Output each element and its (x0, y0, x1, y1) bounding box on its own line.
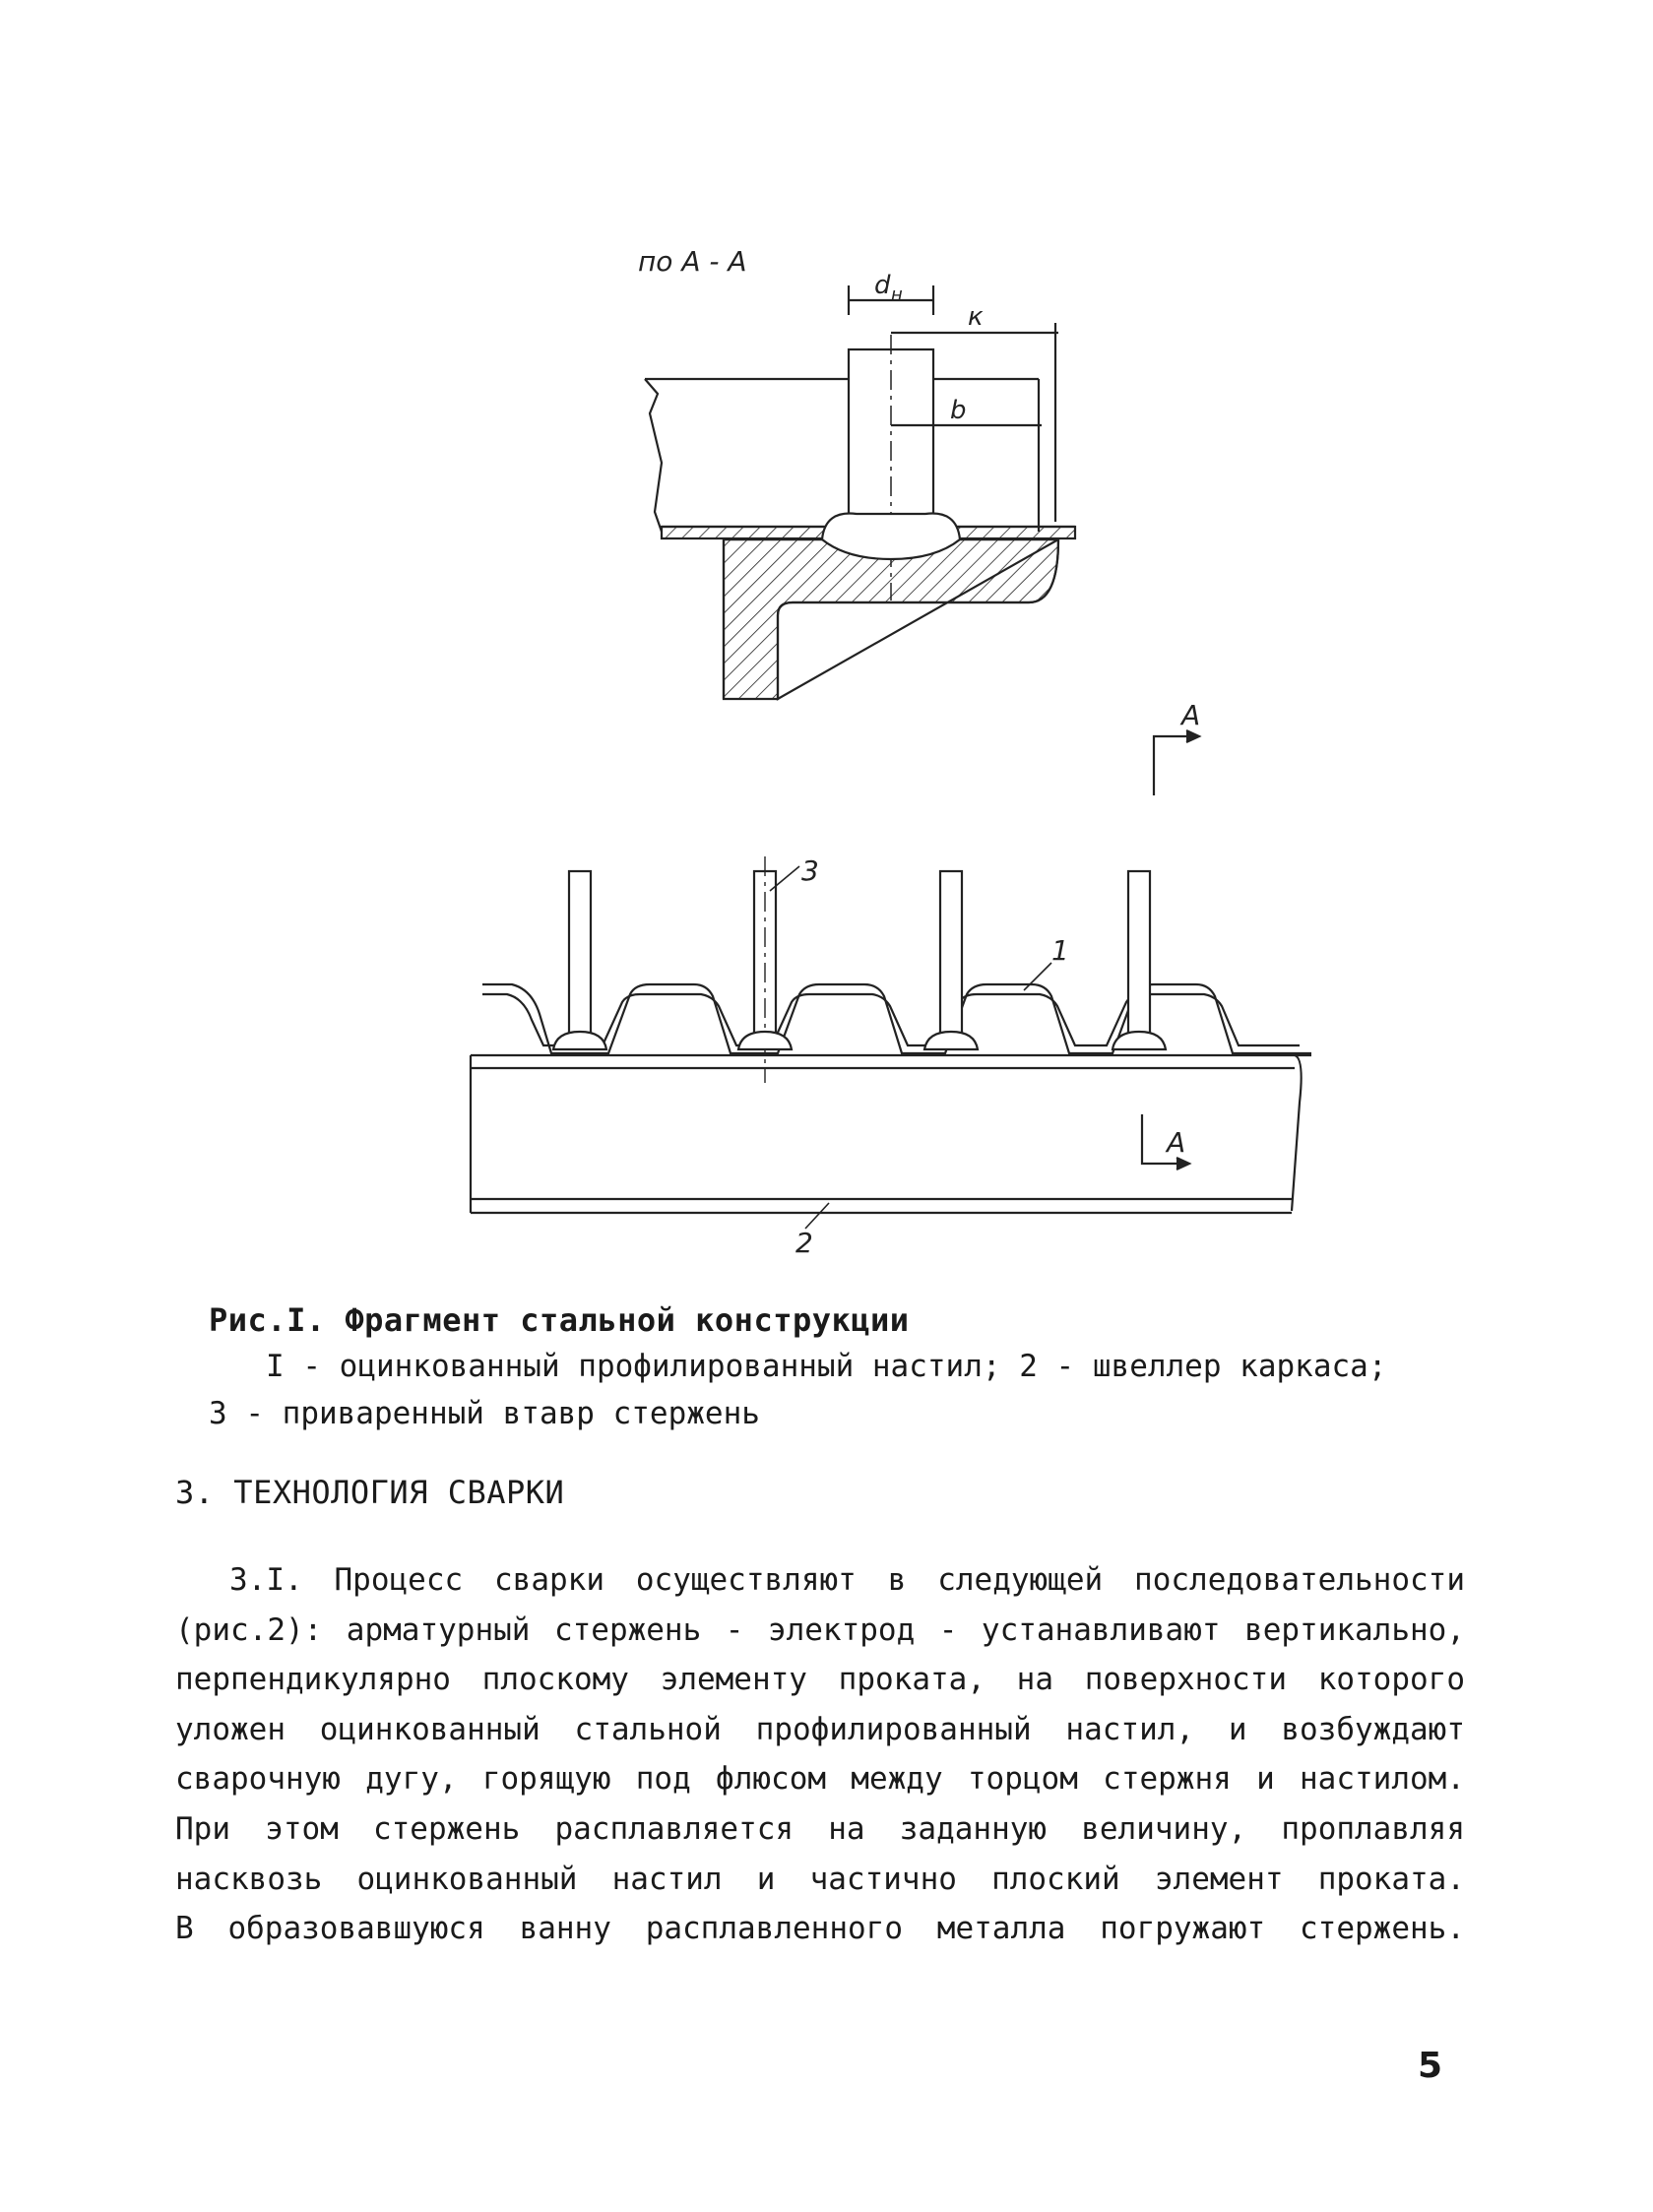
svg-text:А: А (1167, 1126, 1186, 1159)
figure-caption-title: Рис.I. Фрагмент стальной конструкции (209, 1301, 910, 1339)
section-heading: 3. ТЕХНОЛОГИЯ СВАРКИ (175, 1474, 565, 1511)
paragraph-line: (рис.2): арматурный стержень - электрод - устанавливают вертикально, (175, 1612, 1465, 1648)
svg-text:3: 3 (801, 854, 819, 887)
section-paragraph (175, 1555, 1465, 1954)
paragraph-line: перпендикулярно плоскому элементу проката, на поверхности которого (175, 1662, 1465, 1698)
paragraph-line: 3.I. Процесс сварки осуществляют в следующей последовательности (229, 1562, 1465, 1598)
profiled-decking (482, 984, 1311, 1053)
svg-text:к: к (968, 302, 984, 332)
page-number: 5 (1418, 2046, 1443, 2086)
svg-text:н: н (891, 284, 903, 305)
figure-caption-line-1: I - оцинкованный профилированный настил; 2 - швеллер каркаса; (266, 1349, 1387, 1384)
paragraph-line: При этом стержень расплавляется на заданную величину, проплавляя (175, 1810, 1465, 1847)
figure-caption-line-2: 3 - приваренный втавр стержень (209, 1396, 760, 1431)
paragraph-line: В образовавшуюся ванну расплавленного металла погружают стержень. (175, 1911, 1465, 1947)
callout-3 (770, 854, 819, 891)
angle-profile (724, 514, 1058, 699)
stud-4 (1113, 871, 1166, 1049)
stud-3 (924, 871, 978, 1049)
paragraph-line: насквозь оцинкованный настил и частично плоский элемент проката. (175, 1861, 1465, 1897)
dimension-d (849, 271, 933, 315)
section-mark-top (1154, 699, 1200, 795)
svg-text:А: А (1181, 699, 1201, 731)
stud-2 (738, 856, 792, 1083)
svg-text:b: b (950, 396, 967, 425)
section-label: по А - А (638, 245, 747, 278)
svg-text:d: d (874, 271, 891, 300)
callout-1 (1024, 934, 1069, 990)
svg-text:1: 1 (1051, 934, 1069, 967)
paragraph-line: уложен оцинкованный стальной профилированный настил, и возбуждают (175, 1711, 1465, 1747)
section-view (638, 245, 1075, 699)
callout-2 (795, 1203, 829, 1259)
paragraph-line: сварочную дугу, горящую под флюсом между торцом стержня и настилом. (175, 1761, 1465, 1798)
section-mark-bottom (1142, 1114, 1189, 1169)
elevation-view (471, 699, 1311, 1259)
svg-text:2: 2 (795, 1227, 813, 1259)
stud-1 (553, 871, 606, 1049)
